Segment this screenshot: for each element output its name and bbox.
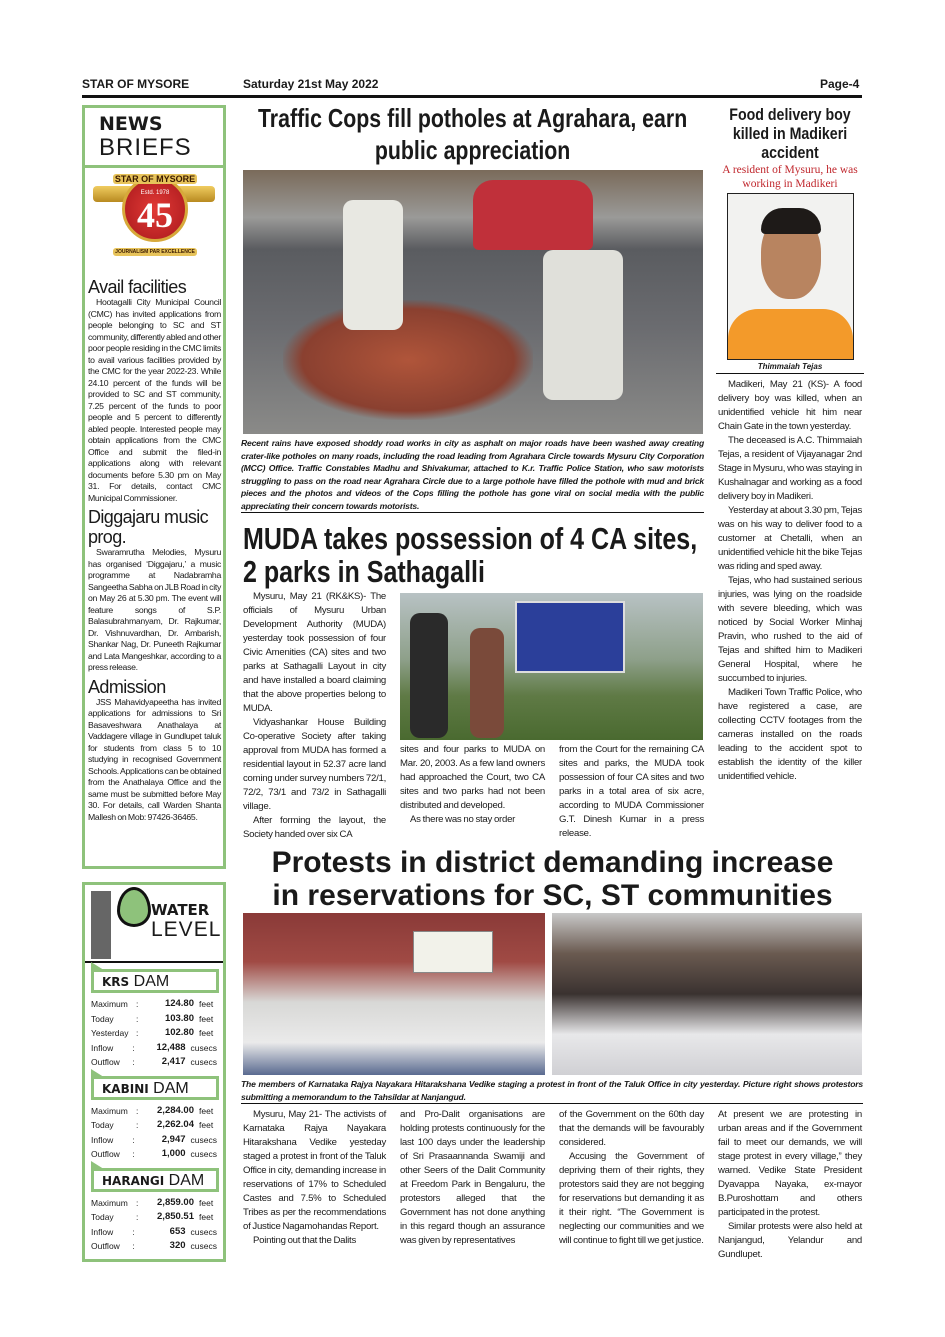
paragraph: Yesterday at about 3.30 pm, Tejas was on his way to deliver food to a customer at Chetalli, when an unidentified vehicle hit the bike Tejas was riding and sped away. <box>718 505 862 572</box>
brief-avail-facilities <box>88 277 221 504</box>
traffic-photo-caption: Recent rains have exposed shoddy road works in city as asphalt on major roads have been washed away creating crater-like potholes on many roads, including the road leading from Agrahara Circle towards Mysuru City Corporation (MCC) Office. Traffic Constables Madhu and Shivakumar, attached to K.r. Traffic Police Station, who saw motorists struggling to pass on the road near Agrahara Circle due to a large pothole have filled the pothole with mud and brick pieces and the photos and videos of the Cops filling the pothole has gone viral on social media with the public appreciating their concern towards motorists. <box>241 437 704 513</box>
food-delivery-headline: Food delivery boy killed in Madikeri accident <box>729 106 851 162</box>
level-title: LEVEL <box>151 918 222 941</box>
muda-col-3 <box>559 743 704 841</box>
dam-row: Outflow : 1,000 cusecs <box>91 1148 217 1159</box>
thimmaiah-tejas-photo <box>727 193 854 360</box>
dam-row: Maximum : 124.80 feet <box>91 998 214 1009</box>
brief-text: Swaramrutha Melodies, Mysuru has organised ‘Diggajaru,’ a music programme at Nadabramha Sangeetha Sabha on JLB Road in city on May 26 at 5.30 pm. The event will feature songs of S.P. Balasubrahmanyam, Dr. Rajkumar, Dr. Vishnuvardhan, Dr. Ambarish, Shankar Nag, Dr. Puneeth Rajkumar and Lata Mangeshkar, according to a press release. <box>88 547 221 672</box>
news-briefs-header <box>85 108 223 168</box>
paragraph: of the Government on the 60th day that the demands will be favourably considered. <box>559 1109 704 1148</box>
paragraph: Pointing out that the Dalits <box>253 1235 356 1246</box>
dam-row: Maximum : 2,284.00 feet <box>91 1104 214 1116</box>
brief-title: Diggajaru music prog. <box>88 507 209 547</box>
protest-taluk-office-photo <box>243 913 545 1075</box>
dam-krs: KRS DAM Maximum : 124.80 feet Today : 103.80 feet Yesterday : 102.80 feet Inflow : 12,488 cusecs Outflow : 2,417 cusecs <box>85 969 223 1070</box>
brief-text: Hootagalli City Municipal Council (CMC) has invited applications from people belonging to SC and ST community, differently abled and other poor people residing in the CMC limits to avail various facilities provided by the CMC for the year 2022-23. While 24.10 percent of the funds will be provided to SC and ST community, 7.25 percent of the funds to poor people and 5 percent to differently abled people. Interested people may obtain applications from the CMC Office and submit the filed-in applications along with relevant documents before 5.30 pm on May 31. For details, contact CMC Municipal Commissioner. <box>88 297 221 503</box>
paragraph: Vidyashankar House Building Co-operative Society after taking approval from MUDA has formed a residential layout in 52.37 acre land coming under survey numbers 72/1, 72/2, 73/1 and 73/2 in Sathagalli village. <box>243 717 386 812</box>
brief-admission <box>88 677 221 824</box>
muda-col-1 <box>243 590 386 842</box>
paragraph: Mysuru, May 21 (RK&KS)- The officials of Mysuru Urban Development Authority (MUDA) yesterday took possession of four Civic Amenities (CA) sites and two parks at Sathagalli Layout in city and have installed a board claiming that the above properties belong to MUDA. <box>243 591 386 714</box>
gauge-icon <box>91 891 111 959</box>
paragraph: Mysuru, May 21- The activists of Karnataka Rajya Nayakara Hitarakshana Vedike yesteday staged a protest in front of the Taluk Office in city, demanding increase in reservations of 17% to Scheduled Castes and 7.5% to Scheduled Tribes as per the recommendations of Justice Nagamohandas Report. <box>243 1109 386 1232</box>
issue-date: Saturday 21st May 2022 <box>243 77 379 91</box>
brief-diggajaru <box>88 507 221 674</box>
paragraph: Madikeri Town Traffic Police, who have registered a case, are collecting CCTV footages from the cameras installed on the roads leading to the accident spot to establish the identity of the killer unidentified vehicle. <box>718 687 862 782</box>
dam-kabini: KABINI DAM Maximum : 2,284.00 feet Today : 2,262.04 feet Inflow : 2,947 cusecs Outflow : 1,000 cusecs <box>85 1076 223 1162</box>
paragraph: After forming the layout, the Society handed over six CA <box>243 815 386 840</box>
dam-row: Inflow : 2,947 cusecs <box>91 1133 217 1145</box>
paragraph: and Pro-Dalit organisations are holding protests continuously for the last 100 days under the leadership of Sri Prasaannanda Swamiji and other Seers of the Dalit Community at Freedom Park in Bengaluru, the protestors alleged that the Government has not done anything in this regard though an assurance was given by representatives <box>400 1109 545 1246</box>
brief-title: Avail facilities <box>88 277 187 297</box>
paragraph: The deceased is A.C. Thimmaiah Tejas, a resident of Vijayanagar 2nd Stage in Mysuru, who was staying in Kushalnagar and working as a food delivery boy in Madikeri. <box>718 435 862 502</box>
briefs-label: BRIEFS <box>99 134 192 161</box>
food-delivery-body <box>718 378 862 784</box>
muda-sathagalli-photo <box>400 593 703 740</box>
protest-col-2 <box>400 1108 545 1248</box>
water-level-header <box>85 885 223 963</box>
masthead-name: STAR OF MYSORE <box>82 77 190 91</box>
star-of-mysore-45-logo: STAR OF MYSORE Estd. 1978 45 JOURNALISM PAR EXCELLENCE <box>85 168 223 276</box>
dam-harangi: HARANGI DAM Maximum : 2,859.00 feet Today : 2,850.51 feet Inflow : 653 cusecs Outflow : 320 cusecs <box>85 1168 223 1254</box>
brief-text: JSS Mahavidyapeetha has invited applications for admissions to Sri Basaveshwara Anathalaya at Vaddagere village in Gundlupet taluk for students from class 5 to 10 studying in recognised Government Schools. Applications can be obtained from the Anathalaya Office and the same must be submitted before May 30. For details, call Warden Shanta Mallesh on Mob: 97426-36465. <box>88 696 221 822</box>
paragraph: Similar protests were also held at Nanjangud, Yelandur and Gundlupet. <box>718 1221 862 1260</box>
dam-row: Today : 103.80 feet <box>91 1012 214 1024</box>
water-drop-icon <box>117 887 151 927</box>
protest-headline-line-1: Protests in district demanding increase <box>271 846 834 879</box>
protest-col-1 <box>243 1108 386 1248</box>
photo-caption-name: Thimmaiah Tejas <box>716 362 864 374</box>
protest-headline <box>240 846 865 912</box>
protest-headline-line-2: in reservations for SC, ST communities <box>272 879 833 912</box>
paragraph: Madikeri, May 21 (KS)- A food delivery boy was killed, when an unidentified vehicle hit him near Chain Gate in the town yesterday. <box>718 379 862 432</box>
paragraph: At present we are protesting in urban areas and if the Government fail to meet our demands, we will stage protest in every village,” they warned. Vedike State President Dyavappa Nayaka, ex-mayor B.Puroshottam and others participated in the protest. <box>718 1109 862 1218</box>
water-level-box <box>82 882 226 1262</box>
water-title: WATER <box>151 901 210 919</box>
protest-col-4 <box>718 1108 862 1262</box>
news-label: NEWS <box>99 113 163 135</box>
paragraph: Accusing the Government of depriving them of their rights, they protestors said they are not begging for reservations but demanding it as it their right. “The Government is neglecting our communities and we will continue to fight till we get justice. <box>559 1151 704 1246</box>
paragraph: sites and four parks to MUDA on Mar. 20, 2003. As a few land owners had approached the Court, two CA sites and two parks had not been distributed and developed. <box>400 744 545 811</box>
dam-row: Maximum : 2,859.00 feet <box>91 1196 214 1208</box>
protest-photo-caption: The members of Karnataka Rajya Nayakara Hitarakshana Vedike staging a protest in front of the Taluk Office in city yesterday. Picture right shows protestors submitting a memorandum to the Tahsildar at Nanjangud. <box>241 1078 863 1104</box>
protest-col-3 <box>559 1108 704 1248</box>
dam-row: Today : 2,262.04 feet <box>91 1119 214 1130</box>
protest-nanjangud-photo <box>552 913 862 1075</box>
brief-title: Admission <box>88 676 166 697</box>
page-number: Page-4 <box>820 77 860 91</box>
news-briefs-box <box>82 105 226 869</box>
header-rule <box>82 95 862 98</box>
traffic-headline: Traffic Cops fill potholes at Agrahara, earn public appreciation <box>257 103 688 165</box>
dam-row: Inflow : 12,488 cusecs <box>91 1041 217 1053</box>
paragraph: from the Court for the remaining CA sites and parks, the MUDA took possession of four CA sites and two parks in a total area of six acre, according to MUDA Commissioner G.T. Dinesh Kumar in a press release. <box>559 744 704 839</box>
paragraph: As there was no stay order <box>410 814 516 825</box>
muda-col-2 <box>400 743 545 827</box>
dam-row: Outflow : 320 cusecs <box>91 1240 217 1251</box>
muda-headline: MUDA takes possession of 4 CA sites, 2 parks in Sathagalli <box>243 521 698 589</box>
traffic-cops-photo <box>243 170 703 434</box>
dam-row: Outflow : 2,417 cusecs <box>91 1056 217 1067</box>
dam-row: Yesterday : 102.80 feet <box>91 1027 214 1038</box>
paragraph: Tejas, who had sustained serious injuries, was lying on the roadside with severe bleeding, which was noticed by Social Worker Minhaj Pravin, who rushed to the aid of Tejas and shifted him to Madikeri General Hospital, where he succumbed to injuries. <box>718 575 862 684</box>
dam-row: Today : 2,850.51 feet <box>91 1211 214 1222</box>
dam-row: Inflow : 653 cusecs <box>91 1225 217 1237</box>
food-delivery-subhead: A resident of Mysuru, he was working in Madikeri <box>722 164 858 190</box>
